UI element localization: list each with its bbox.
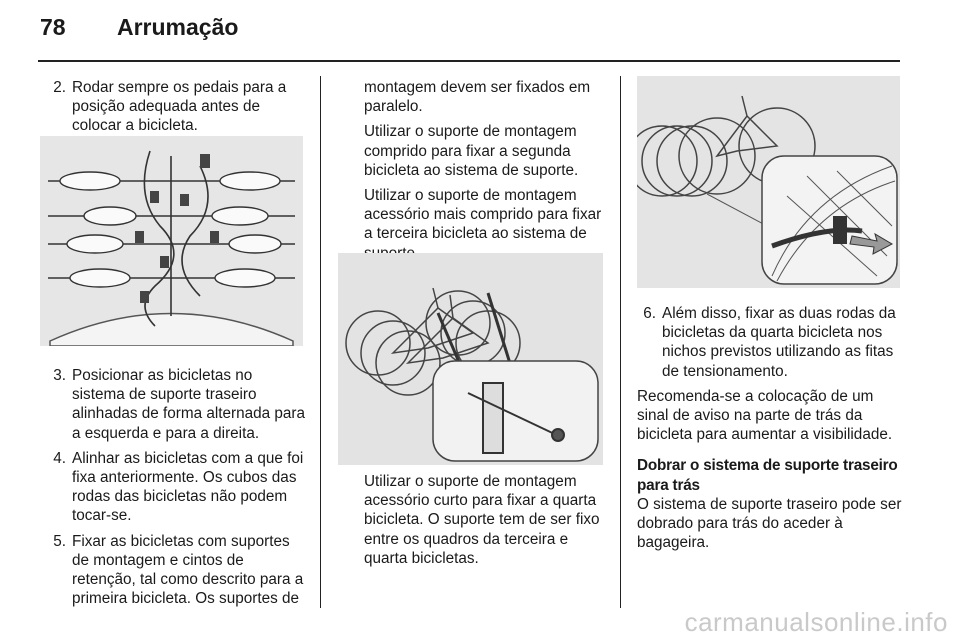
bike-carrier-top-view-figure — [40, 136, 303, 346]
step-5 — [40, 532, 308, 609]
header-rule — [38, 60, 900, 62]
paragraph: Utilizar o suporte de montagem acessório mais comprido para fixar a terceira bicicleta ao sistema de — [364, 187, 602, 243]
page-header — [0, 0, 960, 62]
step-number: 6. — [643, 305, 656, 322]
column-2-top — [338, 78, 606, 263]
paragraph: Recomenda-se a colocação de um sinal de aviso na parte de trás da bicicleta para aumentar a visibilidade. — [637, 387, 893, 444]
watermark: carmanualsonline.info — [684, 607, 948, 637]
continued-text: montagem devem ser fixados em paralelo. — [364, 79, 591, 116]
wheel-strap-figure — [637, 76, 900, 288]
column-1-top — [40, 78, 308, 136]
step-text: Rodar sempre os pedais para a posição adequada antes de colocar a bicicleta. — [72, 79, 287, 135]
column-1-steps — [40, 366, 308, 608]
bikes-mounted-figure — [338, 253, 603, 465]
bike-carrier-illustration — [40, 136, 303, 346]
step-number: 5. — [53, 532, 66, 550]
page-number: 78 — [40, 14, 66, 40]
step-number: 2. — [53, 79, 66, 96]
step-6 — [620, 304, 902, 381]
step-text: Além disso, fixar as duas rodas da bicicletas da quarta bicicleta nos nichos previstos utilizando as fitas de tensionamento. — [662, 305, 896, 380]
step-2 — [40, 78, 308, 136]
column-2-bottom — [338, 472, 606, 568]
step-number: 4. — [53, 449, 66, 467]
paragraph: Utilizar o suporte de montagem acessório curto para fixar a quarta bicicleta. O suporte tem de ser fixo entre os quadros da terceira e quarta bicicletas. — [364, 473, 600, 567]
column-divider-1 — [320, 76, 321, 608]
page-title: Arrumação — [117, 14, 239, 40]
section-subheading: Dobrar o sistema de suporte traseiro para trás — [637, 457, 898, 494]
step-4 — [40, 449, 308, 526]
step-number: 3. — [53, 367, 66, 384]
column-3-text — [620, 304, 902, 552]
step-text: Fixar as bicicletas com suportes de montagem e cintos de retenção, tal como descrito para a primeira bicicleta. Os suportes de — [72, 532, 304, 608]
paragraph: O sistema de suporte traseiro pode ser dobrado para trás do aceder à bagageira. — [637, 495, 902, 552]
bikes-mounted-illustration — [338, 253, 603, 465]
paragraph: Utilizar o suporte de montagem comprido para fixar a segunda bicicleta ao sistema de suporte. — [364, 123, 579, 179]
wheel-strap-illustration — [637, 76, 900, 288]
step-text: Alinhar as bicicletas com a que foi fixa anteriormente. Os cubos das rodas das bicicletas não podem tocar-se. — [72, 449, 304, 525]
step-3 — [40, 366, 308, 443]
step-text: Posicionar as bicicletas no sistema de suporte traseiro alinhadas de forma alternada para a esquerda e para a direita. — [72, 367, 306, 442]
